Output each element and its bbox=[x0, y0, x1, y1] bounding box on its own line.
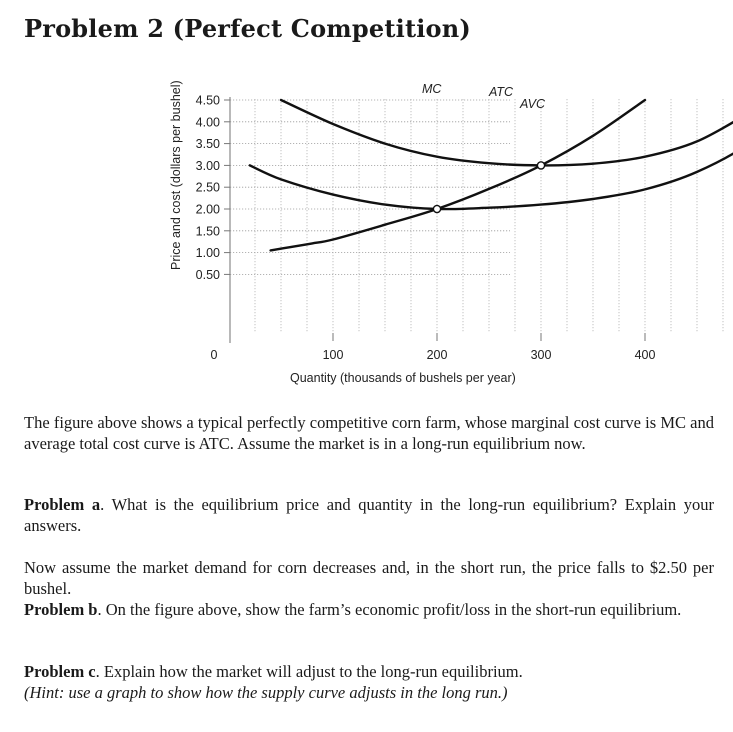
y-tick-label: 1.50 bbox=[195, 224, 220, 239]
y-tick-label: 2.00 bbox=[195, 202, 220, 217]
chart-ticks bbox=[196, 94, 733, 363]
x-axis-label: Quantity (thousands of bushels per year) bbox=[290, 371, 516, 385]
x-tick-label: 0 bbox=[210, 348, 218, 362]
avc-curve-label: AVC bbox=[520, 97, 546, 111]
y-tick-label: 3.00 bbox=[195, 158, 220, 173]
chart-axes bbox=[224, 97, 733, 343]
mc-curve-label: MC bbox=[422, 82, 442, 96]
problem-b-label: Problem b bbox=[24, 600, 98, 619]
shock-text: Now assume the market demand for corn decreases and, in the short run, the price falls to $2.50 per bushel. bbox=[24, 558, 714, 598]
problem-title: Problem 2 (Perfect Competition) bbox=[24, 14, 471, 43]
problem-c-label: Problem c bbox=[24, 662, 96, 681]
x-tick-label: 200 bbox=[426, 348, 448, 362]
problem-c-text: . Explain how the market will adjust to the long-run equilibrium. bbox=[95, 662, 523, 681]
y-tick-label: 0.50 bbox=[195, 267, 220, 282]
y-tick-label: 4.00 bbox=[195, 115, 220, 130]
problem-a-text: . What is the equilibrium price and quantity in the long-run equilibrium? Explain your answers. bbox=[24, 495, 715, 535]
y-tick-label: 2.50 bbox=[195, 180, 220, 195]
intro-text: The figure above shows a typical perfectly competitive corn farm, whose marginal cost curve is MC and average total cost curve is ATC. Assume the market is in a long-run equilibrium now. bbox=[24, 413, 714, 453]
chart-grid bbox=[230, 99, 733, 333]
intro-paragraph bbox=[24, 412, 714, 454]
curve-atc bbox=[281, 96, 733, 166]
x-tick-label: 300 bbox=[530, 348, 552, 362]
problem-c-paragraph bbox=[24, 661, 714, 703]
y-axis-label: Price and cost (dollars per bushel) bbox=[169, 80, 183, 270]
problem-a-label: Problem a bbox=[24, 495, 101, 514]
x-tick-label: 100 bbox=[322, 348, 344, 362]
intersection-marker bbox=[537, 162, 544, 169]
intersection-marker bbox=[433, 205, 440, 212]
atc-curve-label: ATC bbox=[489, 85, 514, 99]
hint-text: (Hint: use a graph to show how the supply curve adjusts in the long run.) bbox=[24, 683, 508, 702]
problem-b-paragraph bbox=[24, 557, 714, 620]
y-tick-label: 4.50 bbox=[195, 93, 220, 108]
y-tick-label: 3.50 bbox=[195, 137, 220, 152]
x-tick-label: 400 bbox=[634, 348, 656, 362]
problem-b-text: . On the figure above, show the farm’s economic profit/loss in the short-run equilibrium. bbox=[97, 600, 682, 619]
problem-a-paragraph bbox=[24, 494, 714, 536]
chart-curves bbox=[250, 96, 733, 251]
y-tick-label: 1.00 bbox=[195, 246, 220, 261]
